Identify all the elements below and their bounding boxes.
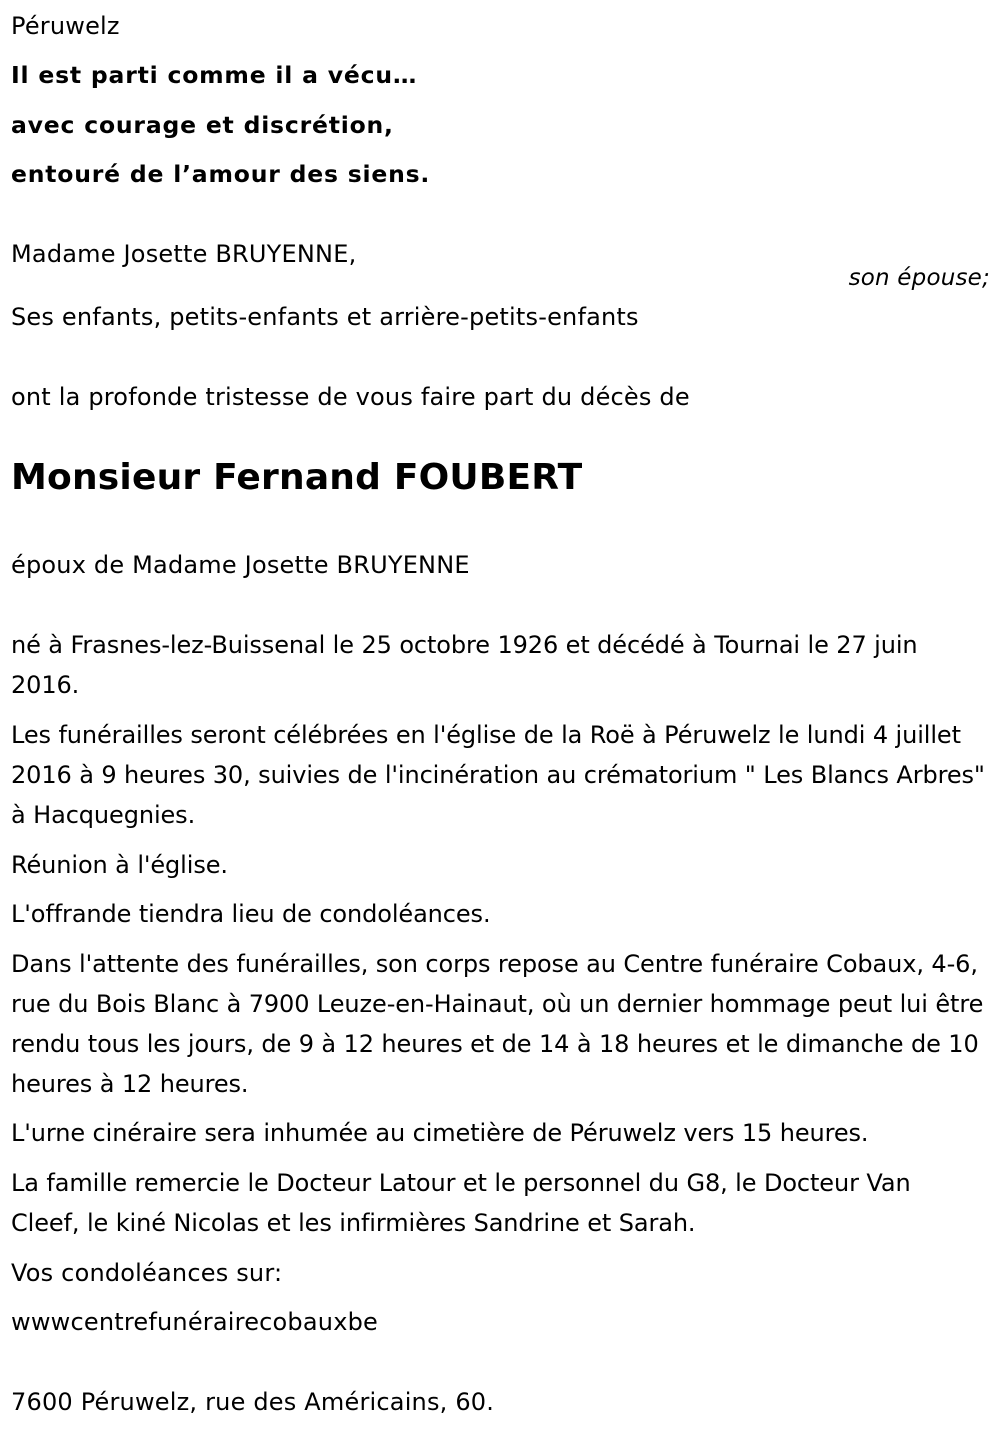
address: 7600 Péruwelz, rue des Américains, 60. [11,1388,495,1416]
viewing-paragraph: Dans l'attente des funérailles, son corps repose au Centre funéraire Cobaux, 4-6, rue du Bois Blanc à 7900 Leuze-en-Hainaut, où un dernier hommage peut lui être rendu tous les jours, de 9 à 12 heures et de 14 à 18 heures et le dimanche de 10 heures à 12 heures. [11,950,984,1098]
urn-paragraph: L'urne cinéraire sera inhumée au cimetière de Péruwelz vers 15 heures. [11,1119,869,1147]
spouse-name: Madame Josette BRUYENNE, [11,240,357,268]
spouse-role: son épouse; [848,265,990,291]
epitaph-line-1: Il est parti comme il a vécu… [11,61,418,89]
thanks-paragraph: La famille remercie le Docteur Latour et le personnel du G8, le Docteur Van Cleef, le kiné Nicolas et les infirmières Sandrine et Sarah. [11,1169,911,1237]
announcement-text: ont la profonde tristesse de vous faire part du décès de [11,383,690,411]
funeral-paragraph: Les funérailles seront célébrées en l'église de la Roë à Péruwelz le lundi 4 juillet 2016 à 9 heures 30, suivies de l'incinération au crématorium " Les Blancs Arbres" à Hacquegnies. [11,721,985,829]
meeting-paragraph: Réunion à l'église. [11,851,228,879]
epitaph-line-3: entouré de l’amour des siens. [11,160,431,188]
city-heading: Péruwelz [11,12,120,40]
birth-death-paragraph: né à Frasnes-lez-Buissenal le 25 octobre 1926 et décédé à Tournai le 27 juin 2016. [11,631,918,699]
descendants: Ses enfants, petits-enfants et arrière-petits-enfants [11,303,639,331]
spouse-of: époux de Madame Josette BRUYENNE [11,551,470,579]
deceased-name: Monsieur Fernand FOUBERT [11,457,583,498]
condolences-label: Vos condoléances sur: [11,1259,283,1287]
condolences-website: wwwcentrefunérairecobauxbe [11,1308,378,1336]
offering-paragraph: L'offrande tiendra lieu de condoléances. [11,900,491,928]
epitaph-line-2: avec courage et discrétion, [11,111,394,139]
